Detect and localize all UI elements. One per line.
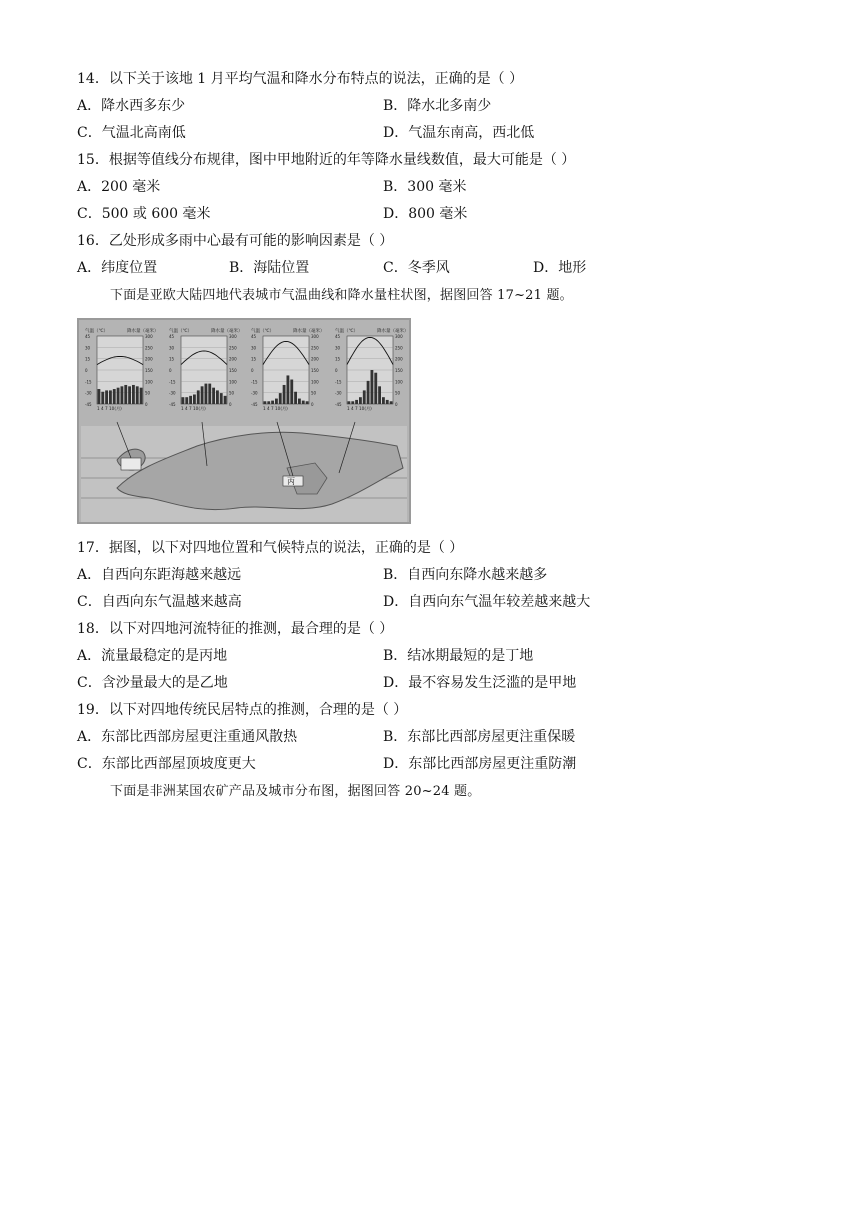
right-tick-label: 50 (145, 390, 151, 396)
left-tick-label: 15 (85, 356, 91, 362)
precip-bar (185, 397, 188, 404)
left-tick-label: 45 (169, 334, 175, 339)
question-14-option-b: B．降水北多南少 (383, 98, 492, 114)
right-tick-label: 100 (395, 379, 403, 385)
right-tick-label: 50 (395, 390, 401, 396)
left-tick-label: 0 (335, 368, 338, 373)
question-18-option-d: D．最不容易发生泛滥的是甲地 (383, 675, 577, 691)
precip-bar (367, 381, 370, 404)
month-tick-label: 1 4 7 10(月) (347, 406, 372, 411)
right-tick-label: 300 (311, 334, 319, 339)
right-tick-label: 50 (311, 390, 317, 396)
temp-axis-label: 气温（℃） (169, 329, 193, 334)
question-15-stem: 15．根据等值线分布规律，图中甲地附近的年等降水量线数值，最大可能是（ ） (77, 152, 576, 168)
precip-bar (390, 401, 393, 404)
precip-bar (355, 400, 358, 404)
precip-bar (287, 375, 290, 404)
question-16-option-d: D．地形 (533, 260, 587, 276)
left-tick-label: 15 (335, 356, 341, 362)
precip-bar (363, 390, 366, 404)
right-tick-label: 0 (145, 402, 148, 407)
question-16-option-a: A．纬度位置 (77, 260, 158, 276)
right-tick-label: 100 (145, 379, 153, 385)
temp-axis-label: 气温（℃） (335, 329, 359, 334)
question-14-option-d: D．气温东南高，西北低 (383, 125, 535, 141)
precip-bar (105, 390, 108, 404)
precip-bar (212, 388, 215, 404)
precip-bar (132, 385, 135, 404)
left-tick-label: 30 (335, 345, 341, 351)
temp-axis-label: 气温（℃） (85, 329, 109, 334)
precip-axis-label: 降水量（毫米） (293, 329, 325, 334)
intro-17-21: 下面是亚欧大陆四地代表城市气温曲线和降水量柱状图，据图回答 17~21 题。 (110, 288, 573, 303)
precip-bar (140, 388, 143, 404)
precip-bar (113, 389, 116, 404)
precip-bar (128, 386, 131, 404)
precip-bar (374, 373, 377, 404)
question-14-stem: 14．以下关于该地 1 月平均气温和降水分布特点的说法，正确的是（ ） (77, 71, 524, 87)
question-17-stem: 17．据图，以下对四地位置和气候特点的说法，正确的是（ ） (77, 540, 464, 556)
question-19-option-d: D．东部比西部房屋更注重防潮 (383, 756, 577, 772)
precip-axis-label: 降水量（毫米） (377, 329, 409, 334)
right-tick-label: 150 (311, 368, 319, 373)
intro-20-24: 下面是非洲某国农矿产品及城市分布图，据图回答 20~24 题。 (110, 784, 481, 799)
right-tick-label: 250 (145, 345, 153, 351)
right-tick-label: 200 (229, 356, 237, 362)
precip-bar (98, 389, 101, 404)
precip-axis-label: 降水量（毫米） (127, 329, 159, 334)
precip-bar (298, 399, 301, 404)
right-tick-label: 200 (311, 356, 319, 362)
question-19-stem: 19．以下对四地传统民居特点的推测，合理的是（ ） (77, 702, 408, 718)
month-tick-label: 1 4 7 10(月) (263, 406, 288, 411)
precip-bar (382, 397, 385, 404)
map-label-bing: 丙 (287, 477, 295, 486)
question-15-option-d: D．800 毫米 (383, 206, 468, 222)
left-tick-label: -15 (335, 379, 342, 385)
precip-bar (306, 401, 309, 404)
precip-bar (294, 392, 297, 404)
question-18-option-a: A．流量最稳定的是丙地 (77, 648, 228, 664)
question-16-option-b: B．海陆位置 (229, 260, 310, 276)
right-tick-label: 100 (229, 379, 237, 385)
precip-bar (351, 401, 354, 404)
left-tick-label: -15 (251, 379, 258, 385)
right-tick-label: 100 (311, 379, 319, 385)
left-tick-label: -30 (335, 390, 342, 396)
precip-bar (267, 401, 270, 404)
left-tick-label: 45 (251, 334, 257, 339)
left-tick-label: 30 (251, 345, 257, 351)
precip-bar (264, 401, 267, 404)
eurasia-map (81, 422, 407, 522)
precip-axis-label: 降水量（毫米） (211, 329, 243, 334)
precip-bar (216, 390, 219, 404)
right-tick-label: 150 (395, 368, 403, 373)
left-tick-label: 15 (251, 356, 257, 362)
left-tick-label: -45 (85, 402, 92, 407)
question-16-stem: 16．乙处形成多雨中心最有可能的影响因素是（ ） (77, 233, 394, 249)
month-tick-label: 1 4 7 10(月) (97, 406, 122, 411)
question-18-option-c: C．含沙量最大的是乙地 (77, 675, 228, 691)
precip-bar (371, 370, 374, 404)
precip-bar (220, 393, 223, 404)
right-tick-label: 300 (395, 334, 403, 339)
left-tick-label: 30 (169, 345, 175, 351)
precip-bar (109, 390, 112, 404)
left-tick-label: 45 (85, 334, 91, 339)
left-tick-label: 0 (251, 368, 254, 373)
question-14-option-a: A．降水西多东少 (77, 98, 186, 114)
precip-bar (359, 397, 362, 404)
precip-bar (193, 394, 196, 404)
question-19-option-c: C．东部比西部屋顶坡度更大 (77, 756, 256, 772)
precip-bar (197, 390, 200, 404)
precip-bar (279, 393, 282, 404)
question-16-option-c: C．冬季风 (383, 260, 450, 276)
right-tick-label: 300 (145, 334, 153, 339)
left-tick-label: 30 (85, 345, 91, 351)
left-tick-label: -15 (85, 379, 92, 385)
left-tick-label: -45 (335, 402, 342, 407)
question-14-option-c: C．气温北高南低 (77, 125, 186, 141)
left-tick-label: 15 (169, 356, 175, 362)
precip-bar (378, 386, 381, 404)
left-tick-label: -30 (251, 390, 258, 396)
question-17-option-b: B．自西向东降水越来越多 (383, 567, 548, 583)
precip-bar (201, 386, 204, 404)
climate-chart-map-figure (77, 318, 411, 524)
precip-bar (271, 401, 274, 404)
precip-bar (124, 385, 127, 404)
month-tick-label: 1 4 7 10(月) (181, 406, 206, 411)
right-tick-label: 150 (145, 368, 153, 373)
precip-bar (182, 397, 185, 404)
precip-bar (117, 388, 120, 404)
question-19-option-b: B．东部比西部房屋更注重保暖 (383, 729, 576, 745)
right-tick-label: 150 (229, 368, 237, 373)
precip-bar (283, 385, 286, 404)
right-tick-label: 250 (229, 345, 237, 351)
left-tick-label: 0 (169, 368, 172, 373)
precip-bar (386, 400, 389, 404)
precip-bar (189, 396, 192, 404)
right-tick-label: 200 (145, 356, 153, 362)
right-tick-label: 0 (229, 402, 232, 407)
precip-bar (205, 384, 208, 404)
right-tick-label: 50 (229, 390, 235, 396)
left-tick-label: -45 (251, 402, 258, 407)
precip-bar (290, 380, 293, 404)
right-tick-label: 200 (395, 356, 403, 362)
question-15-option-c: C．500 或 600 毫米 (77, 206, 211, 222)
question-17-option-d: D．自西向东气温年较差越来越大 (383, 594, 591, 610)
precip-bar (224, 396, 227, 404)
right-tick-label: 300 (229, 334, 237, 339)
temp-axis-label: 气温（℃） (251, 329, 275, 334)
precip-bar (208, 384, 211, 404)
precip-bar (348, 401, 351, 404)
question-17-option-a: A．自西向东距海越来越远 (77, 567, 242, 583)
precip-bar (121, 386, 124, 404)
question-17-option-c: C．自西向东气温越来越高 (77, 594, 242, 610)
right-tick-label: 0 (395, 402, 398, 407)
precip-bar (101, 392, 104, 404)
precip-bar (302, 401, 305, 404)
question-18-stem: 18．以下对四地河流特征的推测，最合理的是（ ） (77, 621, 394, 637)
left-tick-label: -30 (169, 390, 176, 396)
right-tick-label: 250 (311, 345, 319, 351)
precip-bar (136, 386, 139, 404)
left-tick-label: -45 (169, 402, 176, 407)
right-tick-label: 0 (311, 402, 314, 407)
left-tick-label: 45 (335, 334, 341, 339)
question-18-option-b: B．结冰期最短的是丁地 (383, 648, 534, 664)
left-tick-label: 0 (85, 368, 88, 373)
question-19-option-a: A．东部比西部房屋更注重通风散热 (77, 729, 298, 745)
precip-bar (275, 399, 278, 404)
left-tick-label: -30 (85, 390, 92, 396)
right-tick-label: 250 (395, 345, 403, 351)
question-15-option-b: B．300 毫米 (383, 179, 467, 195)
question-15-option-a: A．200 毫米 (77, 179, 161, 195)
left-tick-label: -15 (169, 379, 176, 385)
